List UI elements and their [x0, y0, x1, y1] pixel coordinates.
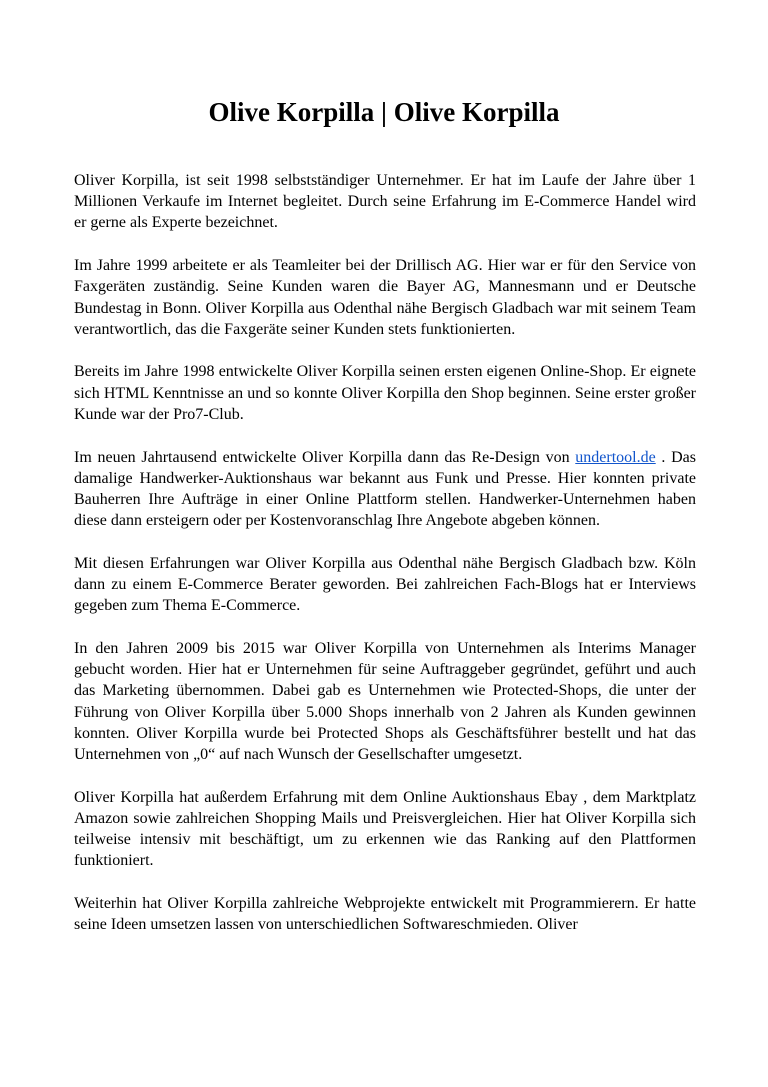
paragraph-redesign-text-before: Im neuen Jahrtausend entwickelte Oliver Korpilla dann das Re-Design von: [74, 448, 576, 466]
undertool-link[interactable]: undertool.de: [575, 448, 656, 466]
paragraph-online-shop: Bereits im Jahre 1998 entwickelte Oliver Korpilla seinen ersten eigenen Online-Shop. Er eignete sich HTML Kenntnisse an und so konnte Oliver Korpilla den Shop beginnen. Seine erster großer Kunde war der Pro7-Club.: [74, 363, 696, 423]
paragraph-interims-manager: In den Jahren 2009 bis 2015 war Oliver Korpilla von Unternehmen als Interims Manager gebucht worden. Hier hat er Unternehmen für seine Auftraggeber gegründet, geführt und auch das Marketing übernommen. Dabei gab es Unternehmen wie Protected-Shops, die unter der Führung von Oliver Korpilla über 5.000 Shops innerhalb von 2 Jahren als Kunden gewinnen konnten. Oliver Korpilla wurde bei Protected Shops als Geschäftsführer bestellt und hat das Unternehmen von „0“ auf nach Wunsch der Gesellschafter umgesetzt.: [74, 639, 696, 763]
paragraph-redesign-text-after: . Das damalige Handwerker-Auktionshaus war bekannt aus Funk und Presse. Hier konnten private Bauherren Ihre Aufträge in einer Online Plattform stellen. Handwerker-Unternehmen haben diese dann ersteigern oder per Kostenvoranschlag Ihre Angebote abgeben können.: [74, 448, 696, 530]
page-title: Olive Korpilla | Olive Korpilla: [208, 97, 560, 127]
paragraph-drillisch: Im Jahre 1999 arbeitete er als Teamleiter bei der Drillisch AG. Hier war er für den Service von Faxgeräten zuständig. Seine Kunden waren die Bayer AG, Mannesmann und er Deutsche Bundestag in Bonn. Oliver Korpilla aus Odenthal nähe Bergisch Gladbach war mit seinem Team verantwortlich, das die Faxgeräte seiner Kunden stets funktionierten.: [74, 257, 696, 338]
paragraph-ecommerce-berater: Mit diesen Erfahrungen war Oliver Korpilla aus Odenthal nähe Bergisch Gladbach bzw. Köln dann zu einem E-Commerce Berater geworden. Bei zahlreichen Fach-Blogs hat er Interviews gegeben zum Thema E-Commerce.: [74, 554, 696, 615]
paragraph-webprojekte: Weiterhin hat Oliver Korpilla zahlreiche Webprojekte entwickelt mit Programmierern. Er hatte seine Ideen umsetzen lassen von unterschiedlichen Softwareschmieden. Oliver: [74, 894, 696, 934]
document-body: [74, 170, 696, 957]
paragraph-intro: Oliver Korpilla, ist seit 1998 selbstständiger Unternehmer. Er hat im Laufe der Jahre über 1 Millionen Verkaufe im Internet begleitet. Durch seine Erfahrung im E-Commerce Handel wird er gerne als Experte bezeichnet.: [74, 172, 696, 232]
paragraph-redesign: [74, 447, 696, 532]
paragraph-ebay-amazon: Oliver Korpilla hat außerdem Erfahrung mit dem Online Auktionshaus Ebay , dem Marktplatz Amazon sowie zahlreichen Shopping Mails und Preisvergleichen. Hier hat Oliver Korpilla sich teilweise intensiv mit beschäftigt, um zu erkennen wie das Ranking auf den Plattformen funktioniert.: [74, 788, 696, 870]
